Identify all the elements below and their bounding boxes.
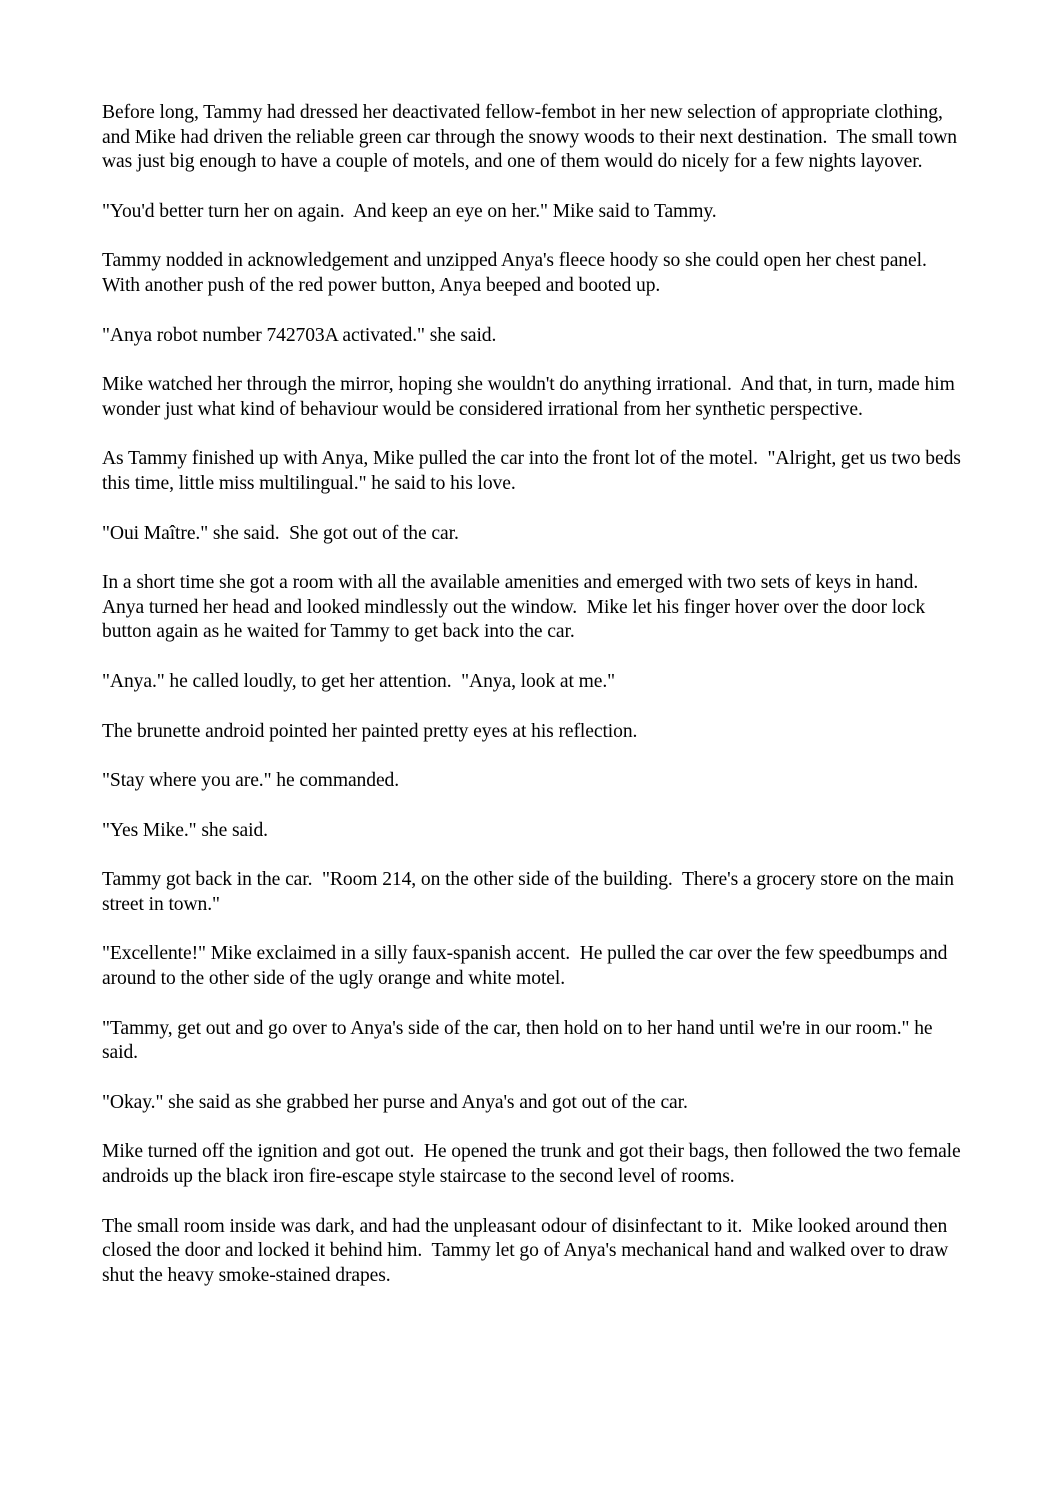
- paragraph-17: Mike turned off the ignition and got out. He opened the trunk and got their bags, then followed the two female androids up the black iron fire-escape style staircase to the second level of rooms.: [102, 1141, 966, 1188]
- document-body: [102, 101, 966, 1313]
- paragraph-14: "Excellente!" Mike exclaimed in a silly faux-spanish accent. He pulled the car over the few speedbumps and around to the other side of the ugly orange and white motel.: [102, 943, 953, 990]
- paragraph-3: Tammy nodded in acknowledgement and unzipped Anya's fleece hoody so she could open her chest panel. With another push of the red power button, Anya beeped and booted up.: [102, 250, 936, 296]
- paragraph-16: "Okay." she said as she grabbed her purse and Anya's and got out of the car.: [102, 1091, 688, 1113]
- paragraph-13: Tammy got back in the car. "Room 214, on the other side of the building. There's a grocery store on the main street in town.": [102, 869, 959, 915]
- paragraph-8: In a short time she got a room with all the available amenities and emerged with two sets of keys in hand. Anya turned her head and looked mindlessly out the window. Mike let his finger hover over the door lock button again as he waited for Tammy to get back into the car.: [102, 572, 930, 643]
- paragraph-5: Mike watched her through the mirror, hoping she wouldn't do anything irrational. And that, in turn, made him wonder just what kind of behaviour would be considered irrational from her synthetic perspective.: [102, 374, 960, 420]
- paragraph-2: "You'd better turn her on again. And keep an eye on her." Mike said to Tammy.: [102, 200, 717, 222]
- paragraph-6: As Tammy finished up with Anya, Mike pulled the car into the front lot of the motel. "Alright, get us two beds this time, little miss multilingual." he said to his love.: [102, 448, 966, 494]
- paragraph-18: The small room inside was dark, and had the unpleasant odour of disinfectant to it. Mike looked around then closed the door and locked it behind him. Tammy let go of Anya's mechanical hand and walked over to draw shut the heavy smoke-stained drapes.: [102, 1215, 953, 1286]
- paragraph-9: "Anya." he called loudly, to get her attention. "Anya, look at me.": [102, 670, 616, 692]
- paragraph-7: "Oui Maître." she said. She got out of the car.: [102, 522, 459, 544]
- paragraph-1: Before long, Tammy had dressed her deactivated fellow-fembot in her new selection of appropriate clothing, and Mike had driven the reliable green car through the snowy woods to their next destination. The small town was just big enough to have a couple of motels, and one of them would do nicely for a few nights layover.: [102, 102, 962, 173]
- paragraph-12: "Yes Mike." she said.: [102, 819, 268, 841]
- paragraph-4: "Anya robot number 742703A activated." she said.: [102, 324, 497, 346]
- paragraph-15: "Tammy, get out and go over to Anya's side of the car, then hold on to her hand until we're in our room." he said.: [102, 1017, 938, 1064]
- paragraph-11: "Stay where you are." he commanded.: [102, 770, 400, 792]
- paragraph-10: The brunette android pointed her painted pretty eyes at his reflection.: [102, 720, 638, 742]
